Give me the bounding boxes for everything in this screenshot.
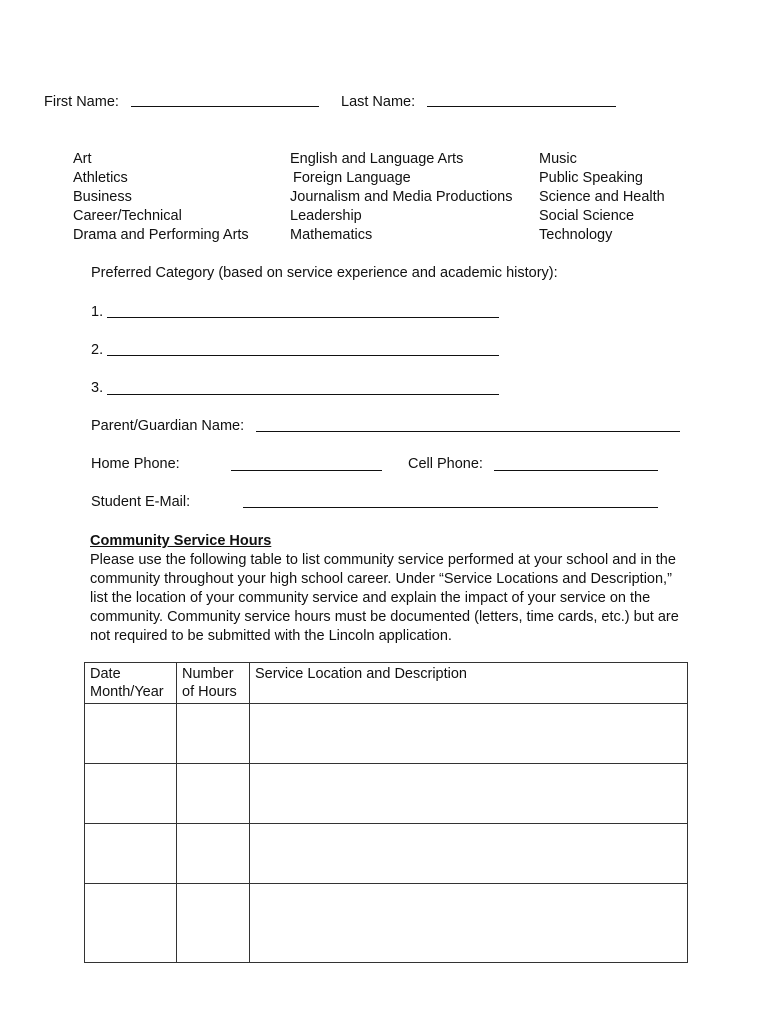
date-cell[interactable] (85, 824, 177, 884)
category-item: English and Language Arts (290, 151, 464, 167)
preferred-item-number: 3. (91, 380, 104, 396)
email-label: Student E-Mail: (91, 494, 191, 510)
first-name-label: First Name: (44, 94, 119, 110)
table-header-row (85, 663, 688, 704)
date-header-line: Month/Year (90, 684, 164, 700)
category-item: Technology (539, 227, 613, 243)
parent-name-label: Parent/Guardian Name: (91, 418, 245, 434)
hours-cell[interactable] (177, 764, 250, 824)
table-row (85, 884, 688, 963)
category-item: Social Science (539, 208, 635, 224)
category-item: Science and Health (539, 189, 665, 205)
date-cell[interactable] (85, 704, 177, 764)
category-column-1 (73, 150, 249, 245)
category-item: Mathematics (290, 227, 373, 243)
category-item: Art (73, 151, 92, 167)
preferred-item-number: 2. (91, 342, 104, 358)
hours-cell[interactable] (177, 884, 250, 963)
section-heading: Community Service Hours (90, 533, 272, 549)
location-cell[interactable] (250, 704, 688, 764)
hours-header-line: Number (182, 666, 234, 682)
community-service-table (84, 662, 688, 963)
category-item: Athletics (73, 170, 128, 186)
parent-name-field[interactable] (256, 431, 680, 432)
date-header-line: Date (90, 666, 121, 682)
hours-header-line: of Hours (182, 684, 237, 700)
home-phone-field[interactable] (231, 470, 382, 471)
date-header (85, 663, 177, 704)
category-item: Foreign Language (293, 170, 411, 186)
email-field[interactable] (243, 507, 658, 508)
category-item: Business (73, 189, 132, 205)
section-instructions: Please use the following table to list community service performed at your school and in the community throughout your high school career. Under “Service Locations and Description,” list the location of your community service and explain the impact of your service on the community. Community service hours must be documented (letters, time cards, etc.) but are not required to be submitted with the Lincoln application. (90, 552, 679, 644)
date-cell[interactable] (85, 884, 177, 963)
preferred-field-1[interactable] (107, 317, 499, 318)
home-phone-label: Home Phone: (91, 456, 180, 472)
last-name-field[interactable] (427, 106, 616, 107)
date-cell[interactable] (85, 764, 177, 824)
first-name-field[interactable] (131, 106, 319, 107)
cell-phone-label: Cell Phone: (408, 456, 483, 472)
category-item: Journalism and Media Productions (290, 189, 513, 205)
last-name-label: Last Name: (341, 94, 416, 110)
preferred-item-number: 1. (91, 304, 104, 320)
location-cell[interactable] (250, 824, 688, 884)
table-row (85, 764, 688, 824)
location-cell[interactable] (250, 764, 688, 824)
location-header: Service Location and Description (250, 663, 688, 704)
preferred-field-3[interactable] (107, 394, 499, 395)
hours-cell[interactable] (177, 704, 250, 764)
preferred-field-2[interactable] (107, 355, 499, 356)
category-item: Career/Technical (73, 208, 182, 224)
category-item: Leadership (290, 208, 362, 224)
hours-header (177, 663, 250, 704)
category-item: Music (539, 151, 577, 167)
category-item: Public Speaking (539, 170, 643, 186)
community-service-section (90, 532, 690, 646)
category-column-3 (539, 150, 665, 245)
category-column-2 (290, 150, 512, 245)
category-item: Drama and Performing Arts (73, 227, 249, 243)
table-row (85, 824, 688, 884)
cell-phone-field[interactable] (494, 470, 658, 471)
hours-cell[interactable] (177, 824, 250, 884)
preferred-category-label: Preferred Category (based on service experience and academic history): (91, 265, 558, 281)
location-cell[interactable] (250, 884, 688, 963)
table-row (85, 704, 688, 764)
